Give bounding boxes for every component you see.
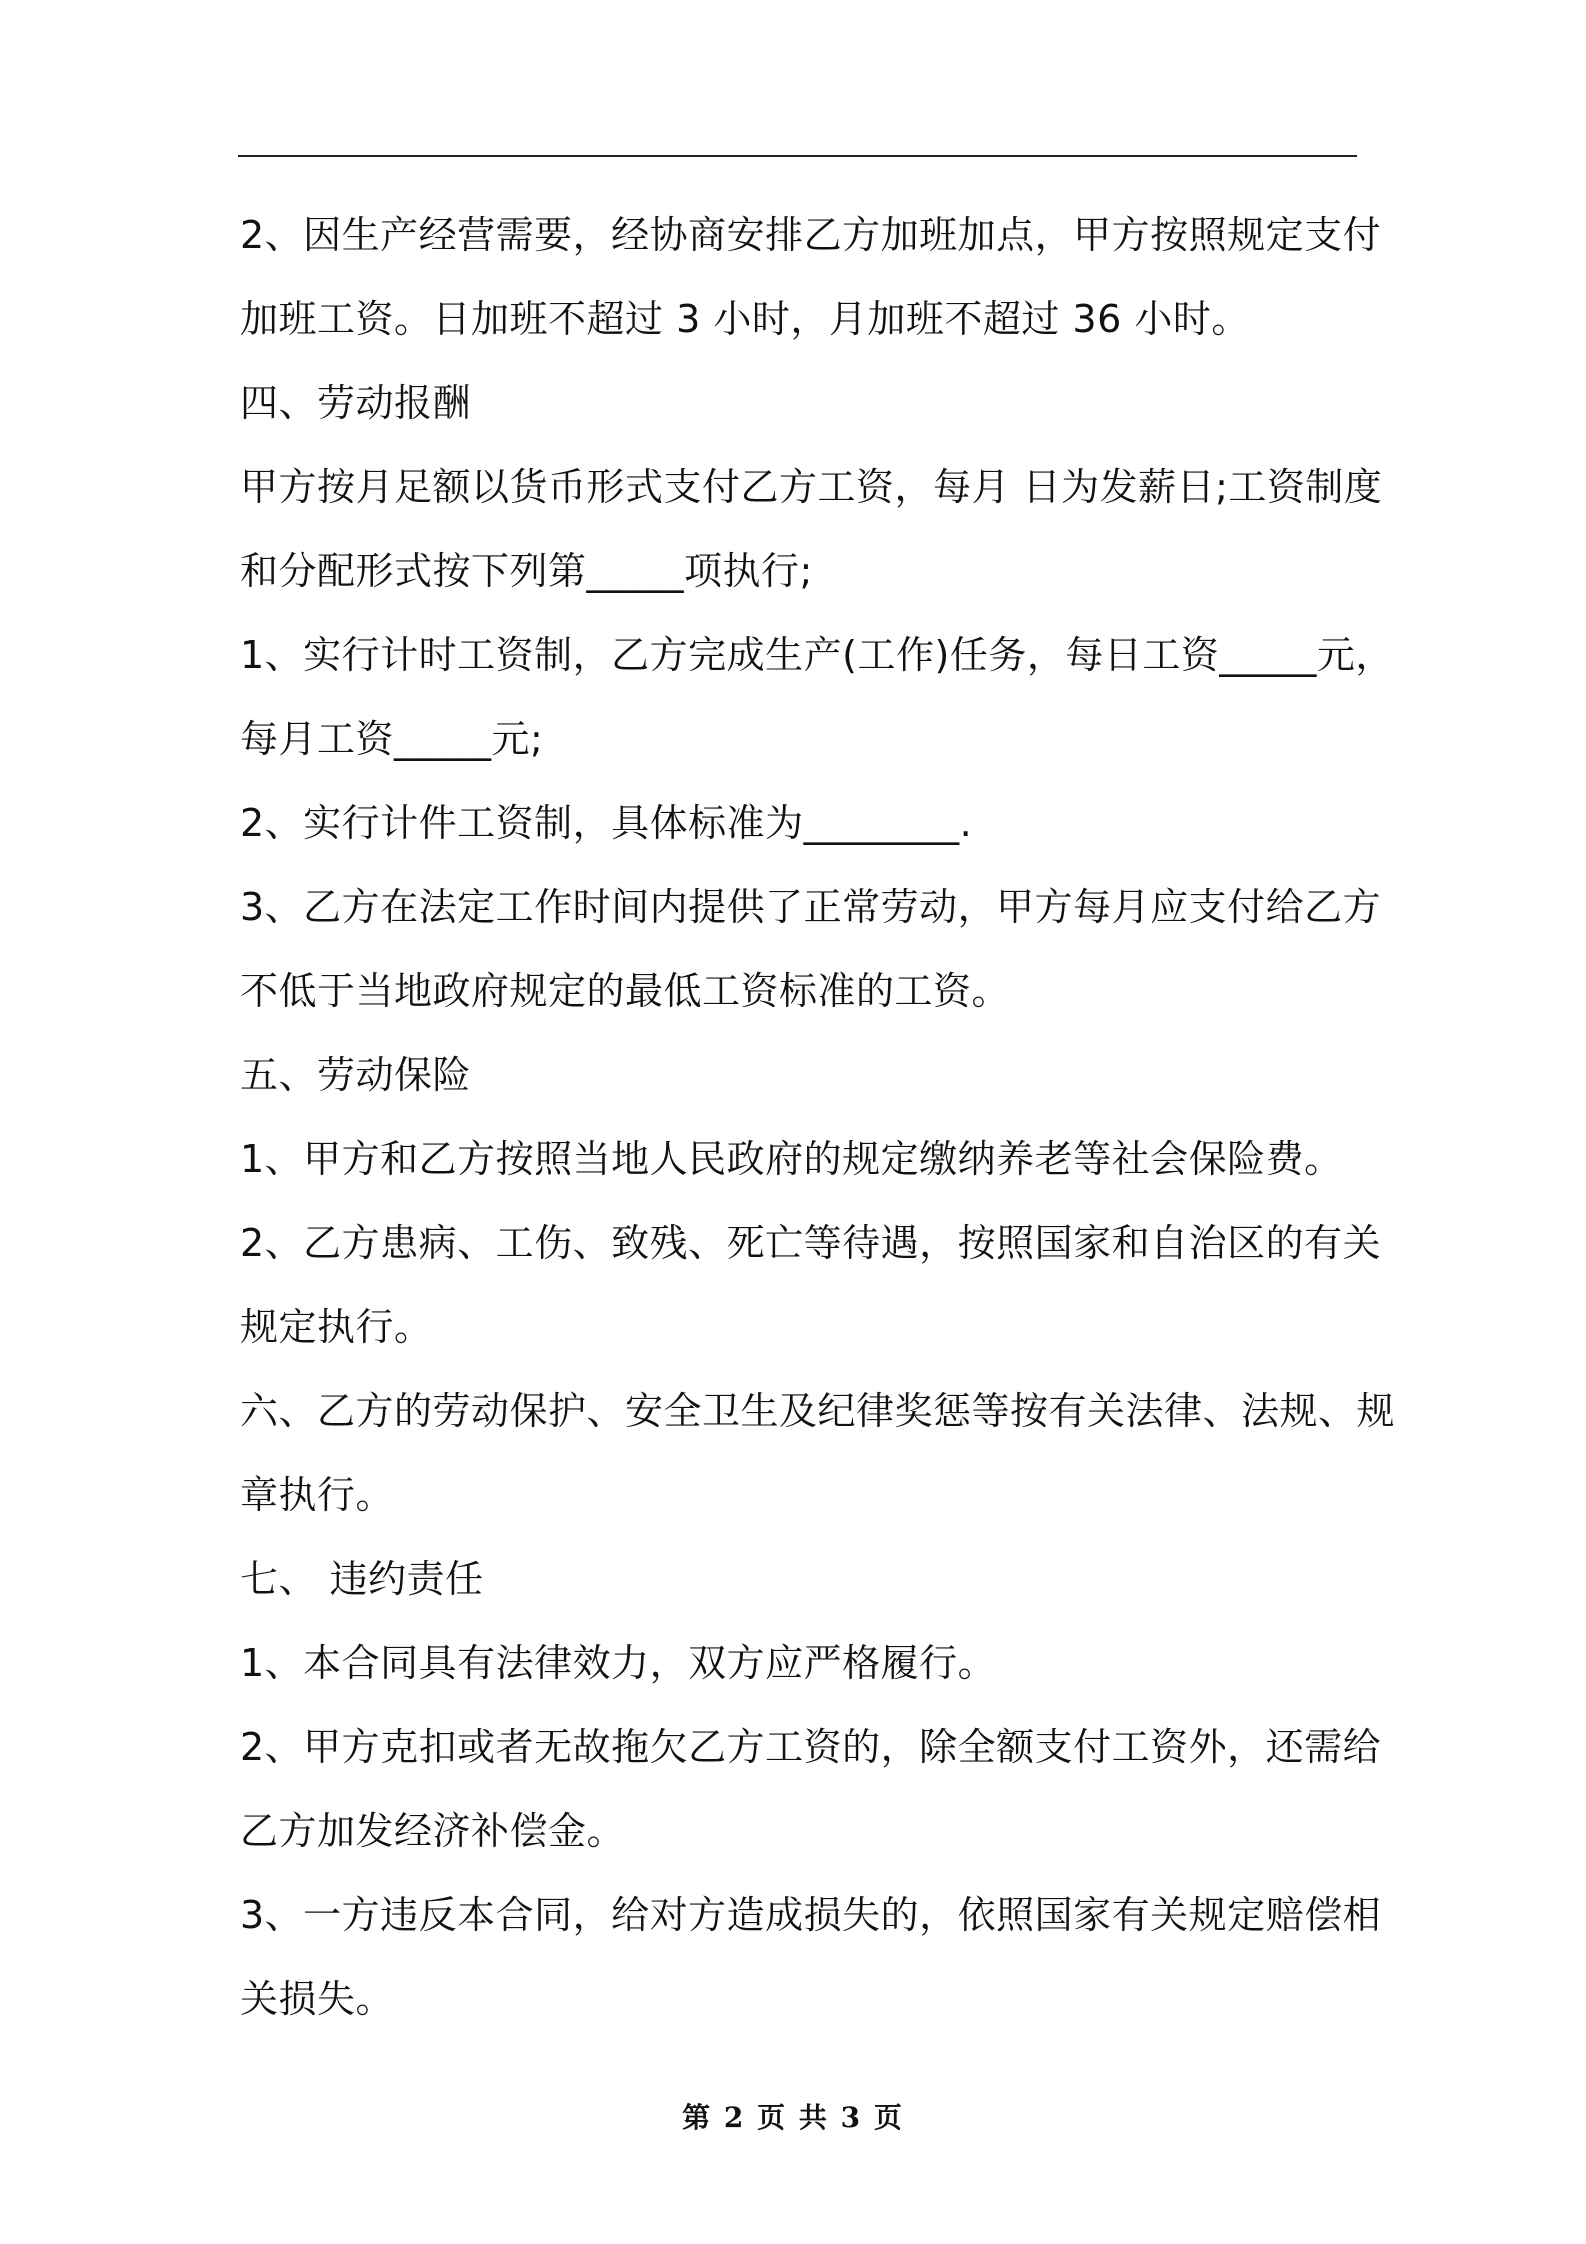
text-line: 每月工资_____元; xyxy=(240,717,544,761)
section-heading: 四、劳动报酬 xyxy=(240,381,472,425)
text-line: 2、甲方克扣或者无故拖欠乙方工资的，除全额支付工资外，还需给 xyxy=(240,1725,1382,1769)
header-rule xyxy=(238,155,1357,157)
document-body xyxy=(240,200,1396,2048)
text-line: 1、甲方和乙方按照当地人民政府的规定缴纳养老等社会保险费。 xyxy=(240,1137,1343,1181)
text-line: 不低于当地政府规定的最低工资标准的工资。 xyxy=(240,969,1011,1013)
text-line: 规定执行。 xyxy=(240,1305,433,1349)
text-line: 章执行。 xyxy=(240,1473,395,1517)
text-line: 1、本合同具有法律效力，双方应严格履行。 xyxy=(240,1641,997,1685)
section-heading: 七、 违约责任 xyxy=(240,1557,484,1601)
text-line: 2、因生产经营需要，经协商安排乙方加班加点，甲方按照规定支付 xyxy=(240,213,1382,257)
text-line: 甲方按月足额以货币形式支付乙方工资，每月 日为发薪日;工资制度 xyxy=(240,465,1383,509)
text-line: 1、实行计时工资制，乙方完成生产(工作)任务，每日工资_____元， xyxy=(240,633,1394,677)
text-line: 2、乙方患病、工伤、致残、死亡等待遇，按照国家和自治区的有关 xyxy=(240,1221,1382,1265)
section-heading: 六、乙方的劳动保护、安全卫生及纪律奖惩等按有关法律、法规、规 xyxy=(240,1389,1396,1433)
section-heading: 五、劳动保险 xyxy=(240,1053,472,1097)
text-line: 和分配形式按下列第_____项执行; xyxy=(240,549,813,593)
text-line: 关损失。 xyxy=(240,1977,395,2021)
text-line: 3、一方违反本合同，给对方造成损失的，依照国家有关规定赔偿相 xyxy=(240,1893,1382,1937)
text-line: 3、乙方在法定工作时间内提供了正常劳动，甲方每月应支付给乙方 xyxy=(240,885,1382,929)
text-line: 加班工资。日加班不超过 3 小时，月加班不超过 36 小时。 xyxy=(240,297,1250,341)
text-line: 2、实行计件工资制，具体标准为________. xyxy=(240,801,973,845)
text-line: 乙方加发经济补偿金。 xyxy=(240,1809,626,1853)
page-number-footer: 第 2 页 共 3 页 xyxy=(682,2101,904,2134)
